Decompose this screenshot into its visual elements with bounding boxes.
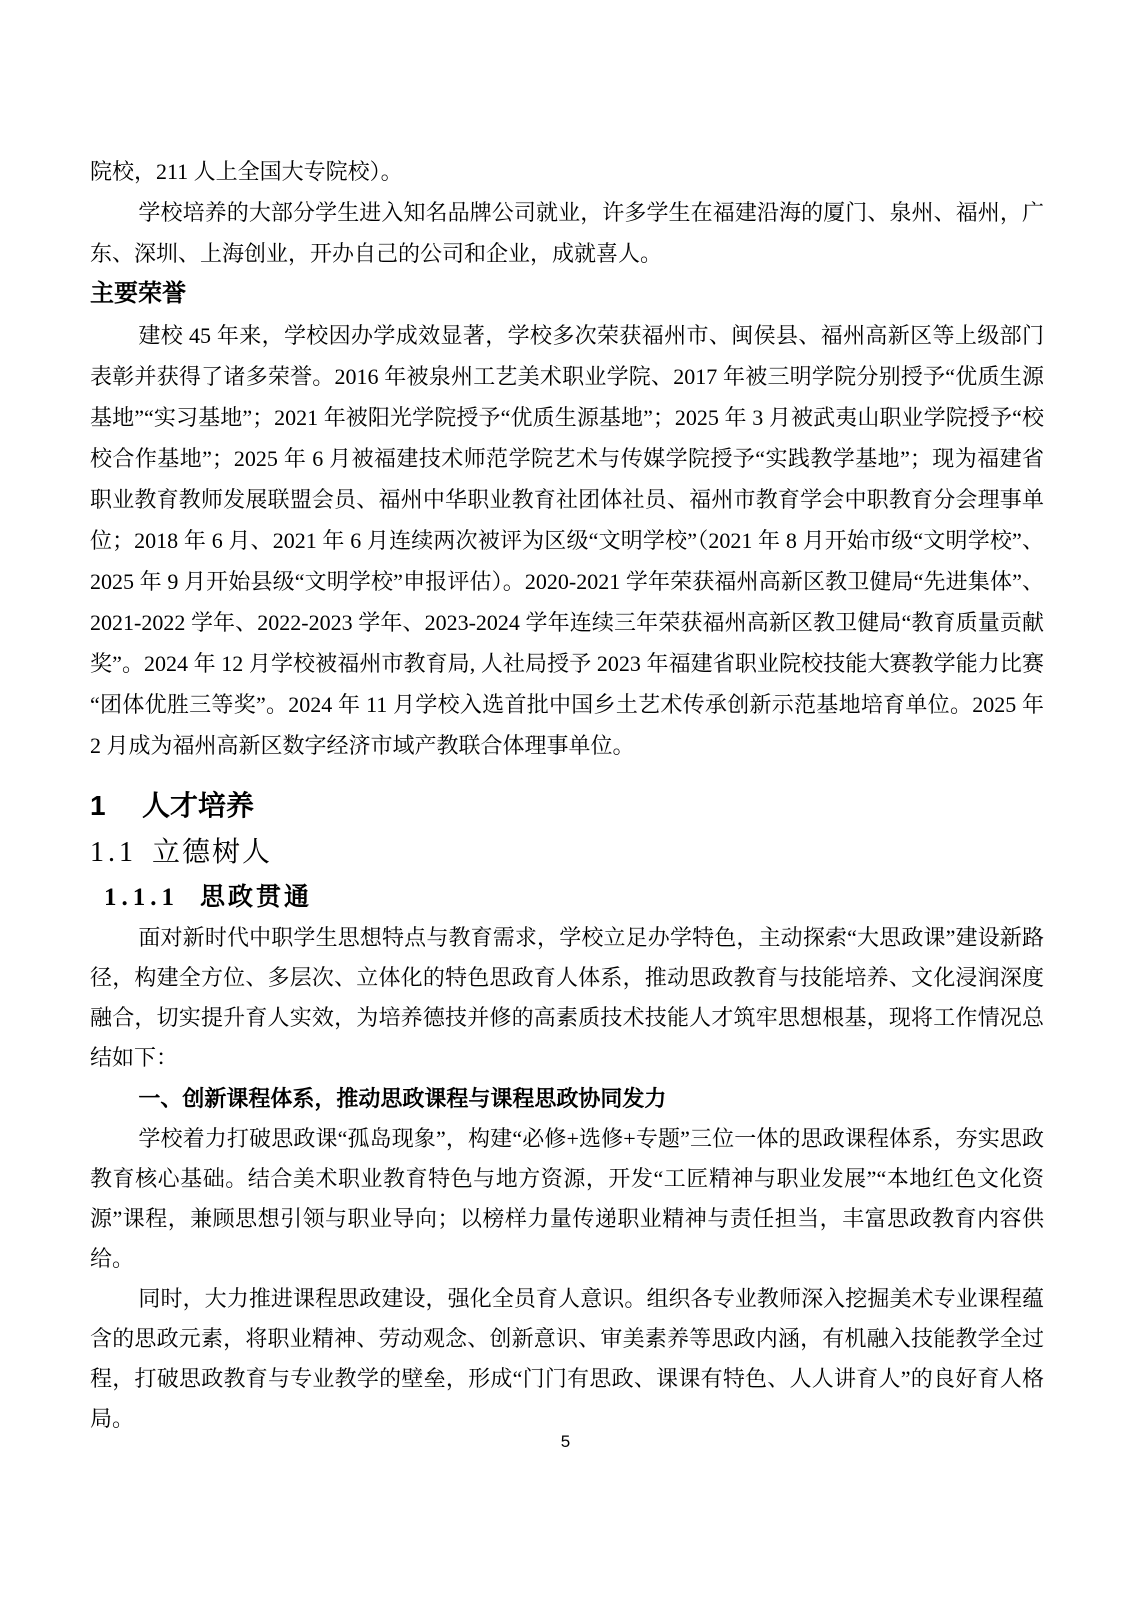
paragraph-curriculum-system: 学校着力打破思政课“孤岛现象”，构建“必修+选修+专题”三位一体的思政课程体系，夯实思政教育核心基础。结合美术职业教育特色与地方资源，开发“工匠精神与职业发展”“本地红色文化资源”课程，兼顾思想引领与职业导向；以榜样力量传递职业精神与责任担当，丰富思政教育内容供给。 — [90, 1126, 1044, 1271]
paragraph-continuation: 院校，211 人上全国大专院校）。 — [90, 159, 403, 184]
paragraph-honors: 建校 45 年来，学校因办学成效显著，学校多次荣获福州市、闽侯县、福州高新区等上级部门表彰并获得了诸多荣誉。2016 年被泉州工艺美术职业学院、2017 年被三明学院分别授予“优质生源基地”“实习基地”；2021 年被阳光学院授予“优质生源基地”；2025 年 3 月被武夷山职业学院授予“校校合作基地”；2025 年 6 月被福建技术师范学院艺术与传媒学院授予“实践教学基地”；现为福建省职业教育教师发展联盟会员、福州中华职业教育社团体社员、福州市教育学会中职教育分会理事单位；2018 年 6 月、2021 年 6 月连续两次被评为区级“文明学校”（2021 年 8 月开始市级“文明学校”、2025 年 9 月开始县级“文明学校”申报评估）。2020-2021 学年荣获福州高新区教卫健局“先进集体”、2021-2022 学年、2022-2023 学年、2023-2024 学年连续三年荣获福州高新区教卫健局“教育质量贡献奖”。2024 年 12 月学校被福州市教育局, 人社局授予 2023 年福建省职业院校技能大赛教学能力比赛“团体优胜三等奖”。2024 年 11 月学校入选首批中国乡土艺术传承创新示范基地培育单位。2025 年 2 月成为福州高新区数字经济市域产教联合体理事单位。 — [90, 323, 1044, 758]
paragraph-course-ideology: 同时，大力推进课程思政建设，强化全员育人意识。组织各专业教师深入挖掘美术专业课程蕴含的思政元素，将职业精神、劳动观念、创新意识、审美素养等思政内涵，有机融入技能教学全过程，打破思政教育与专业教学的壁垒，形成“门门有思政、课课有特色、人人讲育人”的良好育人格局。 — [90, 1286, 1044, 1431]
heading-subsection-1-1-1-number: 1.1.1 — [104, 884, 179, 911]
page-content — [90, 151, 1044, 1439]
subheading-curriculum-system: 一、创新课程体系，推动思政课程与课程思政协同发力 — [138, 1086, 667, 1111]
heading-section-1-1 — [90, 830, 1044, 876]
heading-major-honors: 主要荣誉 — [90, 281, 186, 307]
heading-subsection-1-1-1 — [104, 878, 1044, 918]
heading-chapter-1-title: 人才培养 — [142, 790, 255, 821]
heading-chapter-1 — [90, 782, 1044, 830]
heading-section-1-1-title: 立德树人 — [152, 837, 273, 868]
heading-subsection-1-1-1-title: 思政贯通 — [200, 884, 313, 911]
paragraph-sizheng-intro: 面对新时代中职学生思想特点与教育需求，学校立足办学特色，主动探索“大思政课”建设新路径，构建全方位、多层次、立体化的特色思政育人体系，推动思政教育与技能培养、文化浸润深度融合，切实提升育人实效，为培养德技并修的高素质技术技能人才筑牢思想根基，现将工作情况总结如下： — [90, 925, 1044, 1070]
heading-chapter-1-number: 1 — [90, 790, 106, 821]
heading-section-1-1-number: 1.1 — [90, 837, 137, 868]
paragraph-employment: 学校培养的大部分学生进入知名品牌公司就业，许多学生在福建沿海的厦门、泉州、福州，广东、深圳、上海创业，开办自己的公司和企业，成就喜人。 — [90, 200, 1044, 266]
page-number: 5 — [560, 1432, 571, 1451]
